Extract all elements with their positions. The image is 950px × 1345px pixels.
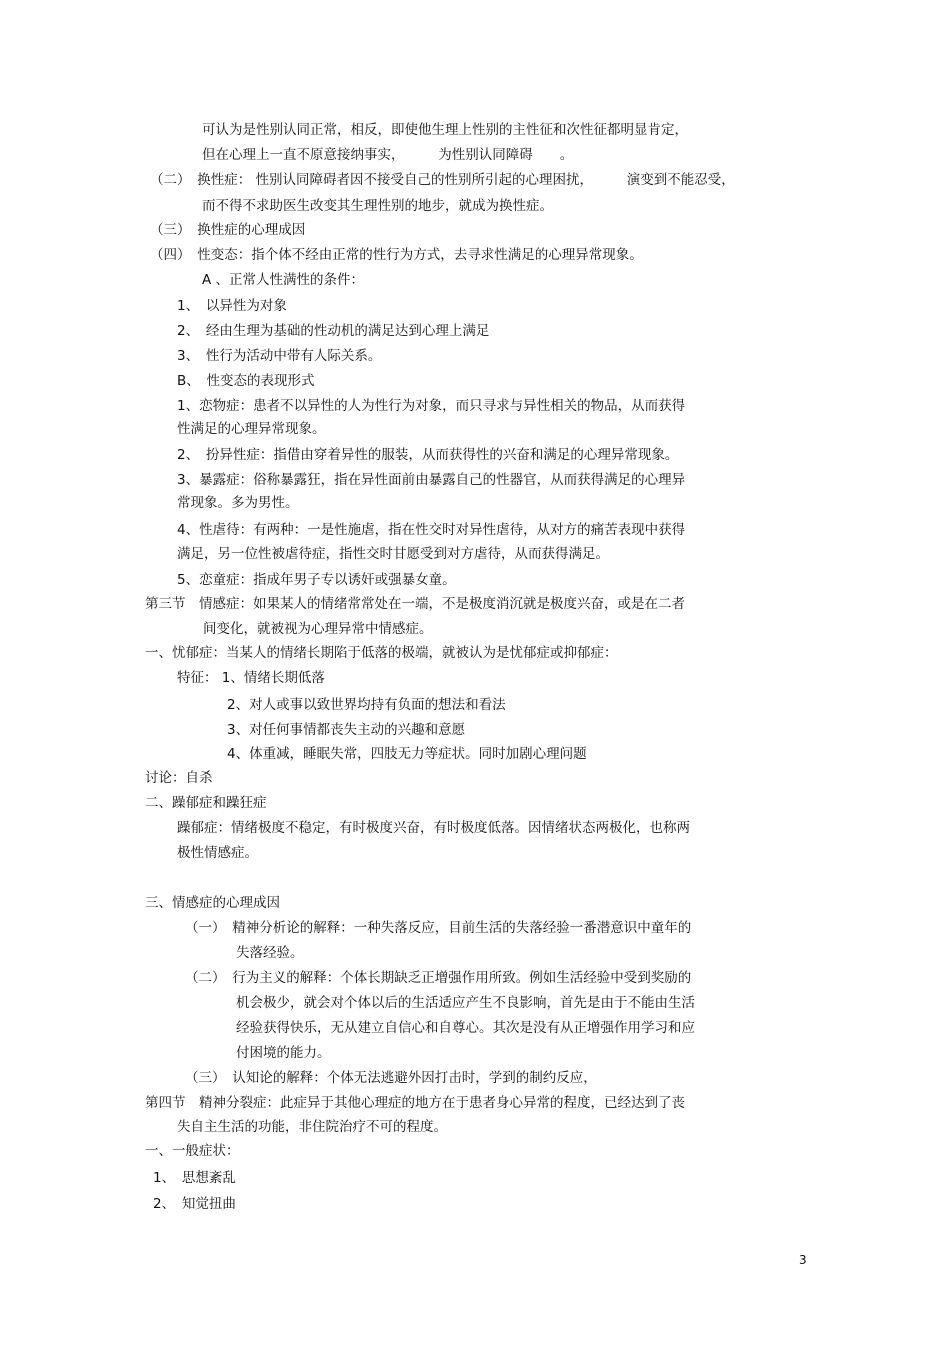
text-line: 躁郁症：情绪极度不稳定，有时极度兴奋，有时极度低落。因情绪状态两极化，也称两 [177, 820, 690, 836]
text-line: 而不得不求助医生改变其生理性别的地步，就成为换性症。 [202, 198, 553, 214]
text-line: （三） 认知论的解释：个体无法逃避外因打击时，学到的制约反应， [185, 1070, 597, 1086]
text-line: 但在心理上一直不原意接纳事实， 为性别认同障碍 。 [202, 147, 574, 163]
text-line: 4、体重减，睡眠失常，四肢无力等症状。同时加剧心理问题 [227, 746, 587, 762]
text-line: 第四节 精神分裂症：此症异于其他心理症的地方在于患者身心异常的程度，已经达到了丧 [145, 1095, 685, 1111]
text-line: 2、 经由生理为基础的性动机的满足达到心理上满足 [177, 323, 490, 339]
text-line: 可认为是性别认同正常，相反，即使他生理上性别的主性征和次性征都明显肯定， [202, 122, 688, 138]
text-line: 讨论：自杀 [145, 770, 213, 786]
text-line: 一、一般症状： [145, 1143, 240, 1159]
text-line: 1、恋物症：患者不以异性的人为性行为对象，而只寻求与异性相关的物品，从而获得 [177, 398, 686, 414]
text-line: 3、 性行为活动中带有人际关系。 [177, 348, 382, 364]
text-line: 1、 思想紊乱 [153, 1170, 236, 1186]
text-line: （二） 换性症： 性别认同障碍者因不接受自己的性别所引起的心理困扰， 演变到不能忍受， [150, 172, 735, 188]
text-line: 失自主生活的功能，非住院治疗不可的程度。 [177, 1119, 447, 1135]
text-line: 2、对人或事以致世界均持有负面的想法和看法 [227, 697, 506, 713]
text-line: 失落经验。 [236, 945, 304, 961]
text-line: （四） 性变态：指个体不经由正常的性行为方式，去寻求性满足的心理异常现象。 [150, 247, 643, 263]
text-line: B、 性变态的表现形式 [177, 373, 315, 389]
text-line: 1、 以异性为对象 [177, 298, 287, 314]
text-line: 3、暴露症：俗称暴露狂，指在异性面前由暴露自己的性器官，从而获得满足的心理异 [177, 472, 686, 488]
text-line: A 、正常人性满性的条件： [202, 272, 365, 288]
text-line: 特征： 1、情绪长期低落 [177, 670, 325, 686]
text-line: 常现象。多为男性。 [177, 495, 299, 511]
text-line: （三） 换性症的心理成因 [150, 222, 306, 238]
text-line: 性满足的心理异常现象。 [177, 421, 326, 437]
text-line: 间变化，就被视为心理异常中情感症。 [203, 621, 433, 637]
text-line: 极性情感症。 [177, 845, 258, 861]
text-line: 2、 知觉扭曲 [153, 1196, 236, 1212]
text-line: 第三节 情感症：如果某人的情绪常常处在一端，不是极度消沉就是极度兴奋，或是在二者 [145, 596, 685, 612]
text-line: 经验获得快乐，无从建立自信心和自尊心。其次是没有从正增强作用学习和应 [236, 1020, 695, 1036]
text-line: 付困境的能力。 [236, 1045, 331, 1061]
text-line: 5、恋童症：指成年男子专以诱奸或强暴女童。 [177, 572, 456, 588]
text-line: 4、性虐待：有两种：一是性施虐，指在性交时对异性虐待，从对方的痛苦表现中获得 [177, 522, 686, 538]
text-line: 一、忧郁症：当某人的情绪长期陷于低落的极端，就被认为是忧郁症或抑郁症： [145, 645, 618, 661]
text-line: （一） 精神分析论的解释：一种失落反应，目前生活的失落经验一番潜意识中童年的 [185, 920, 692, 936]
text-line: 2、 扮异性症：指借由穿着异性的服装，从而获得性的兴奋和满足的心理异常现象。 [177, 447, 679, 463]
text-line: 满足，另一位性被虐待症，指性交时甘愿受到对方虐待，从而获得满足。 [177, 546, 609, 562]
page-number: 3 [799, 1253, 807, 1267]
text-line: 三、情感症的心理成因 [145, 895, 280, 911]
text-line: 3、对任何事情都丧失主动的兴趣和意愿 [227, 722, 466, 738]
text-line: （二） 行为主义的解释：个体长期缺乏正增强作用所致。例如生活经验中受到奖励的 [185, 970, 692, 986]
text-line: 机会极少，就会对个体以后的生活适应产生不良影响，首先是由于不能由生活 [236, 995, 695, 1011]
text-line: 二、躁郁症和躁狂症 [145, 795, 267, 811]
